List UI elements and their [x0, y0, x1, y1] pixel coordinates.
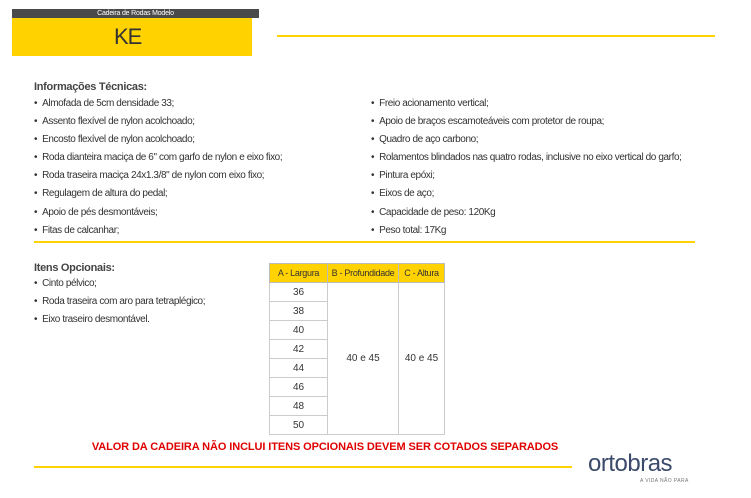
width-cell: 38 [270, 302, 328, 321]
divider-middle [34, 241, 695, 243]
list-item: • Encosto flexível de nylon acolchoado; [34, 131, 282, 149]
list-item: • Roda dianteira maciça de 6" com garfo de nylon e eixo fixo; [34, 149, 282, 167]
table-body [270, 283, 445, 435]
list-item: • Capacidade de peso: 120Kg [371, 204, 682, 222]
list-item: • Apoio de pés desmontáveis; [34, 204, 282, 222]
optional-list [34, 275, 205, 329]
list-item: • Roda traseira com aro para tetraplégico; [34, 293, 205, 311]
model-title: KE [114, 24, 142, 49]
list-item: • Eixos de aço; [371, 185, 682, 203]
width-cell: 48 [270, 397, 328, 416]
header-subtitle: Cadeira de Rodas Modelo [12, 9, 259, 18]
list-item: • Assento flexível de nylon acolchoado; [34, 113, 282, 131]
list-item: • Freio acionamento vertical; [371, 95, 682, 113]
warning-text: VALOR DA CADEIRA NÃO INCLUI ITENS OPCIONAIS DEVEM SER COTADOS SEPARADOS [91, 441, 559, 453]
width-cell: 46 [270, 378, 328, 397]
tech-title: Informações Técnicas: [34, 81, 147, 93]
header-depth: B - Profundidade [328, 264, 399, 283]
list-item: • Peso total: 17Kg [371, 222, 682, 240]
brand-logo: ortobras [588, 450, 673, 477]
brand-tagline: A VIDA NÃO PARA [640, 478, 689, 484]
list-item: • Rolamentos blindados nas quatro rodas, inclusive no eixo vertical do garfo; [371, 149, 682, 167]
height-cell: 40 e 45 [399, 283, 445, 435]
width-cell: 50 [270, 416, 328, 435]
list-item: • Quadro de aço carbono; [371, 131, 682, 149]
list-item: • Pintura epóxi; [371, 167, 682, 185]
list-item: • Roda traseira maciça 24x1.3/8" de nylon com eixo fixo; [34, 167, 282, 185]
width-cell: 36 [270, 283, 328, 302]
divider-bottom [34, 466, 572, 468]
list-item: • Fitas de calcanhar; [34, 222, 282, 240]
list-item: • Cinto pélvico; [34, 275, 205, 293]
table-row [270, 283, 445, 302]
list-item: • Eixo traseiro desmontável. [34, 311, 205, 329]
width-cell: 42 [270, 340, 328, 359]
tech-list-right [371, 95, 682, 240]
width-cell: 44 [270, 359, 328, 378]
table-header-row [270, 264, 445, 283]
list-item: • Regulagem de altura do pedal; [34, 185, 282, 203]
list-item: • Apoio de braços escamoteáveis com protetor de roupa; [371, 113, 682, 131]
header-width: A - Largura [270, 264, 328, 283]
dimensions-table [269, 263, 445, 435]
divider-top [277, 35, 715, 37]
optional-title: Itens Opcionais: [34, 262, 115, 274]
header-height: C - Altura [399, 264, 445, 283]
width-cell: 40 [270, 321, 328, 340]
depth-cell: 40 e 45 [328, 283, 399, 435]
tech-list-left [34, 95, 282, 240]
list-item: • Almofada de 5cm densidade 33; [34, 95, 282, 113]
